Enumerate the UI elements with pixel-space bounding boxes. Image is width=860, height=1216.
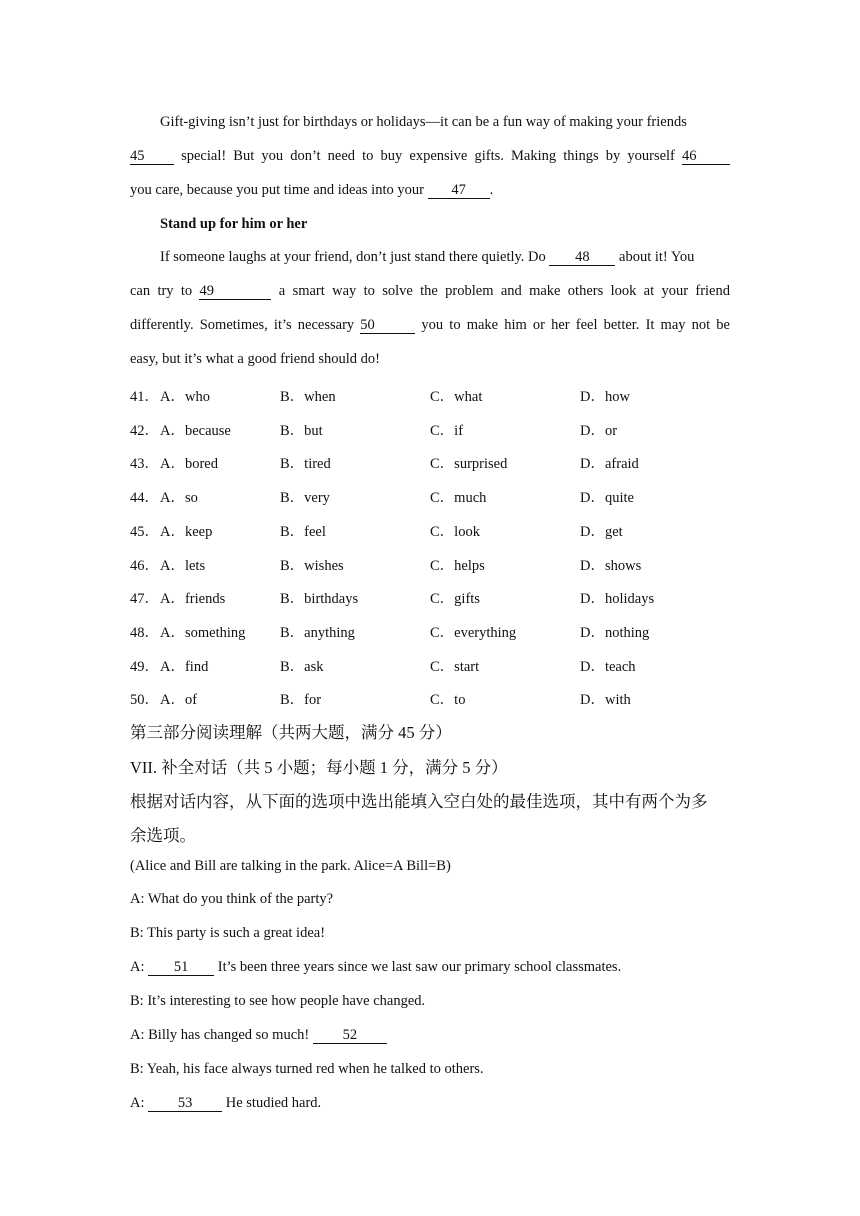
speaker: A: — [130, 959, 149, 975]
question-number: 42． — [130, 422, 159, 439]
option-d[interactable]: D．quite — [580, 490, 634, 507]
question-number: 49． — [130, 658, 159, 675]
option-c[interactable]: C．helps — [430, 557, 485, 574]
option-b[interactable]: B．anything — [280, 624, 355, 641]
option-a[interactable]: A．bored — [160, 456, 218, 473]
dialogue-text: A: Billy has changed so much! — [130, 1027, 313, 1043]
option-a[interactable]: A．find — [160, 658, 209, 675]
option-d[interactable]: D．with — [580, 692, 631, 709]
option-c[interactable]: C．gifts — [430, 591, 480, 608]
option-c[interactable]: C．everything — [430, 624, 517, 641]
blank-49[interactable]: 49 — [199, 284, 271, 300]
option-c[interactable]: C．look — [430, 523, 480, 540]
passage-line — [160, 249, 730, 266]
passage-line — [130, 351, 730, 368]
option-d[interactable]: D．nothing — [580, 624, 650, 641]
question-number: 45． — [130, 523, 159, 540]
option-d[interactable]: D．how — [580, 389, 630, 405]
passage-text: easy, but it’s what a good friend should do! — [130, 351, 380, 367]
option-b[interactable]: B．for — [280, 692, 322, 709]
question-number: 46． — [130, 557, 159, 574]
dialogue-line: A: What do you think of the party? — [130, 891, 334, 907]
question-number: 48． — [130, 624, 159, 641]
blank-51[interactable]: 51 — [148, 960, 214, 976]
dialogue-line — [130, 959, 730, 976]
blank-47[interactable]: 47 — [428, 183, 490, 199]
passage-text: If someone laughs at your friend, don’t just stand there quietly. Do — [160, 249, 550, 265]
question-number: 44． — [130, 490, 159, 507]
option-c[interactable]: C．to — [430, 692, 466, 709]
instructions: 根据对话内容，从下面的选项中选出能填入空白处的最佳选项，其中有两个为多 — [130, 792, 708, 811]
passage-text: you to make him or her feel better. It may not be — [415, 317, 730, 333]
section-heading: Stand up for him or her — [160, 216, 308, 232]
option-b[interactable]: B．wishes — [280, 557, 344, 574]
blank-53[interactable]: 53 — [148, 1096, 222, 1112]
option-d[interactable]: D．holidays — [580, 591, 655, 608]
dialogue-line: B: It’s interesting to see how people have changed. — [130, 993, 426, 1009]
blank-50[interactable]: 50 — [360, 318, 415, 334]
option-c[interactable]: C．what — [430, 389, 483, 405]
part-title: 第三部分阅读理解（共两大题，满分 45 分） — [130, 723, 452, 742]
option-d[interactable]: D．shows — [580, 557, 642, 574]
question-number: 50． — [130, 692, 159, 709]
blank-46[interactable]: 46 — [682, 149, 730, 165]
option-b[interactable]: B．feel — [280, 523, 326, 540]
dialogue-text: It’s been three years since we last saw our primary school classmates. — [214, 959, 622, 975]
blank-45[interactable]: 45 — [130, 149, 174, 165]
option-c[interactable]: C．if — [430, 422, 464, 439]
option-c[interactable]: C．much — [430, 490, 487, 507]
passage-text: can try to — [130, 283, 200, 299]
dialogue-line: B: Yeah, his face always turned red when he talked to others. — [130, 1061, 484, 1077]
option-b[interactable]: B．very — [280, 490, 330, 507]
option-a[interactable]: A．because — [160, 422, 231, 439]
passage-text: differently. Sometimes, it’s necessary — [130, 317, 361, 333]
blank-48[interactable]: 48 — [549, 250, 615, 266]
question-number: 47． — [130, 591, 159, 608]
option-d[interactable]: D．teach — [580, 658, 636, 675]
option-a[interactable]: A．friends — [160, 591, 226, 608]
option-c[interactable]: C．start — [430, 658, 480, 675]
passage-text: a smart way to solve the problem and make others look at your friend — [271, 283, 730, 299]
option-b[interactable]: B．but — [280, 422, 323, 439]
question-number: 41． — [130, 389, 159, 405]
passage-text: . — [489, 182, 494, 198]
passage-line — [130, 283, 730, 300]
option-d[interactable]: D．get — [580, 523, 623, 540]
option-c[interactable]: C．surprised — [430, 456, 508, 473]
dialogue-line — [130, 1027, 730, 1044]
passage-line — [130, 182, 730, 199]
option-b[interactable]: B．when — [280, 389, 336, 405]
passage-text: you care, because you put time and ideas into your — [130, 182, 428, 198]
section-title: VII. 补全对话（共 5 小题；每小题 1 分，满分 5 分） — [130, 758, 508, 777]
dialogue-context: (Alice and Bill are talking in the park. Alice=A Bill=B) — [130, 858, 451, 874]
passage-text: Gift-giving isn’t just for birthdays or holidays—it can be a fun way of making your friends — [160, 114, 687, 130]
question-number: 43． — [130, 456, 159, 473]
option-a[interactable]: A．keep — [160, 523, 213, 540]
option-d[interactable]: D．or — [580, 422, 618, 439]
instructions: 余选项。 — [130, 826, 196, 845]
blank-52[interactable]: 52 — [313, 1028, 387, 1044]
option-b[interactable]: B．ask — [280, 658, 324, 675]
option-b[interactable]: B．birthdays — [280, 591, 359, 608]
dialogue-line: B: This party is such a great idea! — [130, 925, 326, 941]
option-a[interactable]: A．something — [160, 624, 246, 641]
option-a[interactable]: A．so — [160, 490, 198, 507]
option-a[interactable]: A．who — [160, 389, 210, 405]
dialogue-line — [130, 1095, 730, 1112]
option-a[interactable]: A．of — [160, 692, 198, 709]
option-d[interactable]: D．afraid — [580, 456, 639, 473]
passage-line — [160, 114, 730, 131]
option-a[interactable]: A．lets — [160, 557, 206, 574]
speaker: A: — [130, 1095, 149, 1111]
dialogue-text: He studied hard. — [222, 1095, 322, 1111]
passage-text: special! But you don’t need to buy expensive gifts. Making things by yourself — [174, 148, 682, 164]
passage-text: about it! You — [615, 249, 695, 265]
passage-line — [130, 148, 730, 165]
option-b[interactable]: B．tired — [280, 456, 331, 473]
passage-line — [130, 317, 730, 334]
